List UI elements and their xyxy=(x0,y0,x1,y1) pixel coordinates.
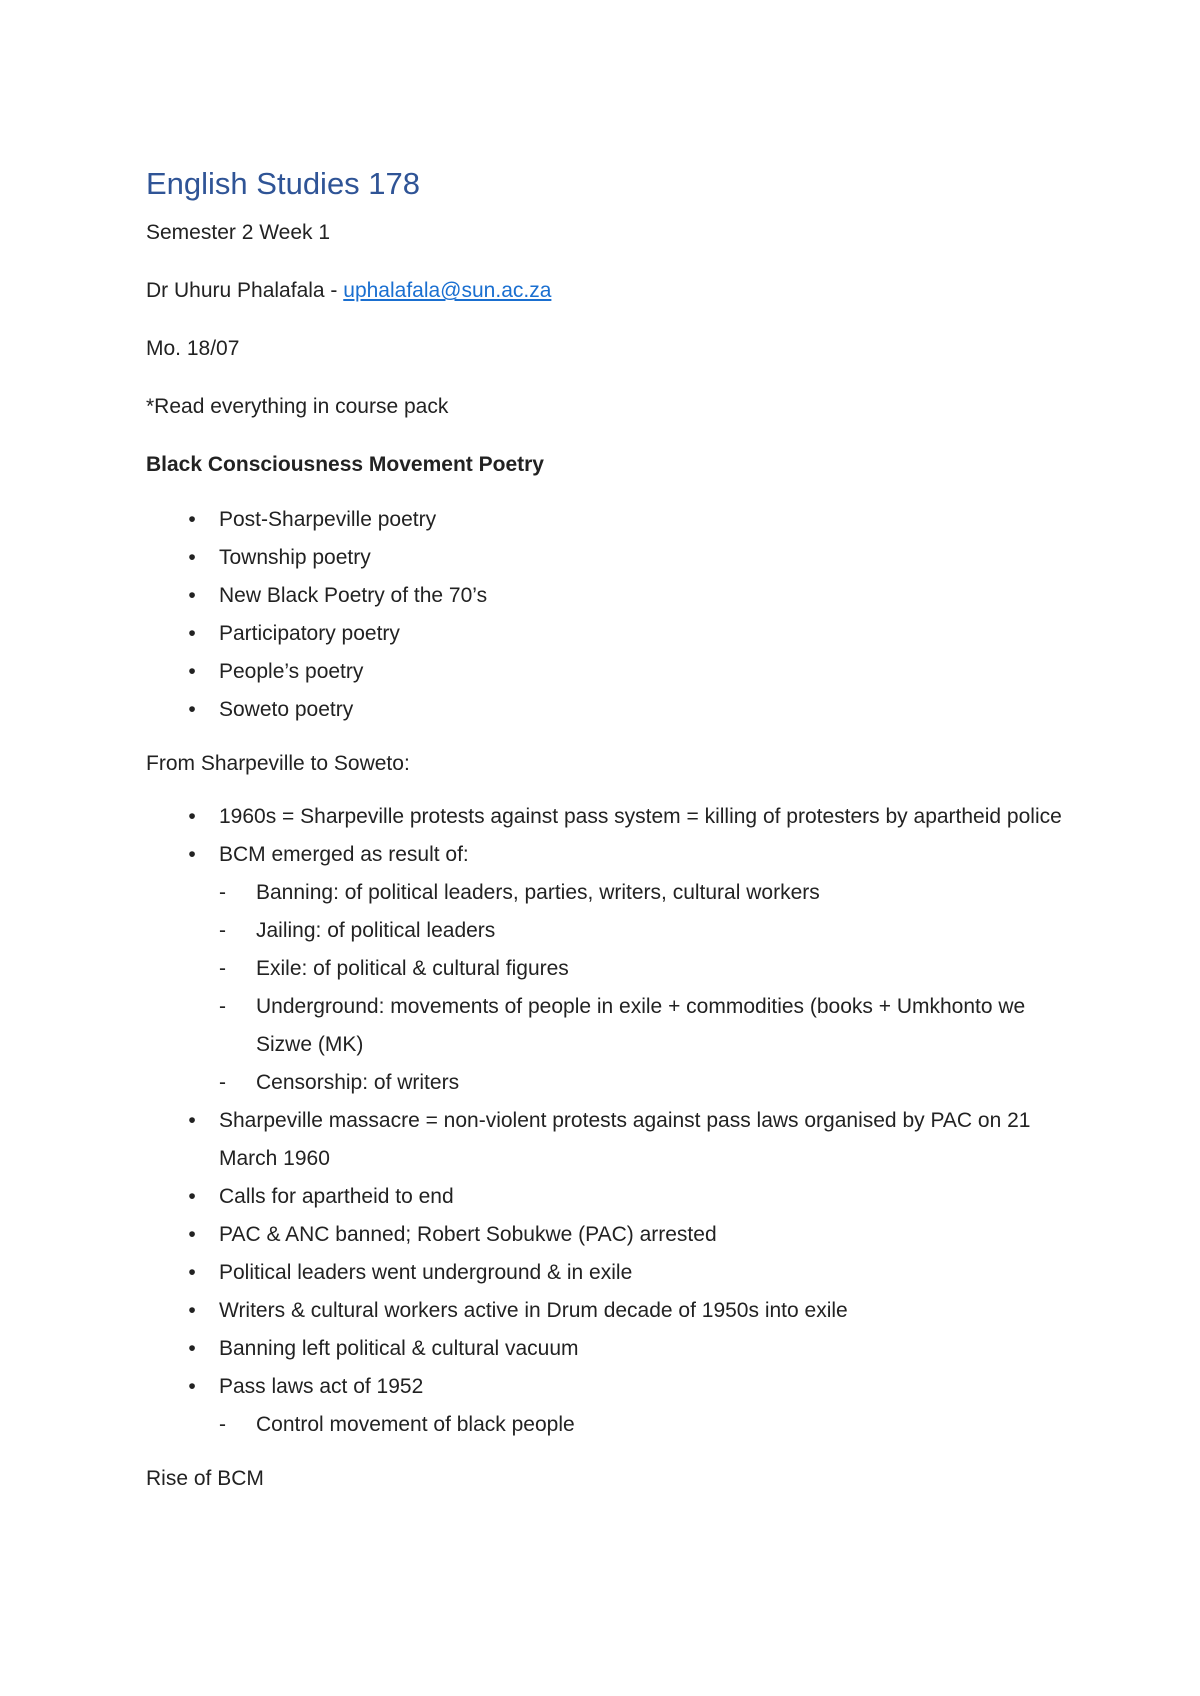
list-item: • Political leaders went underground & in exile xyxy=(146,1254,1066,1292)
bullet-icon: • xyxy=(188,805,196,829)
bullet-icon: • xyxy=(188,1261,196,1285)
email-link[interactable]: uphalafala@sun.ac.za xyxy=(343,279,552,303)
bullet-icon: • xyxy=(188,660,196,684)
list-item: • Banning left political & cultural vacuum xyxy=(146,1330,1066,1368)
closing-line: Rise of BCM xyxy=(146,1467,264,1491)
date-line: Mo. 18/07 xyxy=(146,337,240,361)
bullet-icon: • xyxy=(188,1185,196,1209)
sublist-item: - Exile: of political & cultural figures xyxy=(219,950,1066,988)
bullet-icon: • xyxy=(188,622,196,646)
list-item: • PAC & ANC banned; Robert Sobukwe (PAC) arrested xyxy=(146,1216,1066,1254)
dash-icon: - xyxy=(219,881,226,905)
list-item: • 1960s = Sharpeville protests against pass system = killing of protesters by apartheid police xyxy=(146,798,1066,836)
bullet-icon: • xyxy=(188,1375,196,1399)
pass-laws-sublist xyxy=(219,1406,1066,1444)
list-item: • Pass laws act of 1952 - Control movement of black people xyxy=(146,1368,1066,1444)
list-item: • Writers & cultural workers active in Drum decade of 1950s into exile xyxy=(146,1292,1066,1330)
bullet-icon: • xyxy=(188,1109,196,1133)
list-item: • Sharpeville massacre = non-violent protests against pass laws organised by PAC on 21 March 1960 xyxy=(146,1102,1066,1178)
list-item: • Township poetry xyxy=(146,539,1066,577)
document-page xyxy=(146,165,1066,1522)
sublist-item: - Underground: movements of people in exile + commodities (books + Umkhonto we Sizwe (MK) xyxy=(219,988,1066,1064)
lecturer-name: Dr Uhuru Phalafala - xyxy=(146,279,344,303)
sublist-item: - Control movement of black people xyxy=(219,1406,1066,1444)
list-item: • Participatory poetry xyxy=(146,615,1066,653)
lecturer-line xyxy=(146,276,1066,305)
sublist-item: - Banning: of political leaders, parties, writers, cultural workers xyxy=(219,874,1066,912)
dash-icon: - xyxy=(219,1071,226,1095)
dash-icon: - xyxy=(219,919,226,943)
sublist-item: - Jailing: of political leaders xyxy=(219,912,1066,950)
sharpeville-intro: From Sharpeville to Soweto: xyxy=(146,752,410,776)
reading-note: *Read everything in course pack xyxy=(146,395,449,419)
bullet-icon: • xyxy=(188,698,196,722)
list-item: • BCM emerged as result of: - Banning: of political leaders, parties, writers, cultural workers - Jailing: of political leaders - Exile: of political & cultural figures - Underground: movements of people in exile + commodities (books + Umkhonto we Sizwe (MK) - Censorship: of writers xyxy=(146,836,1066,1102)
dash-icon: - xyxy=(219,995,226,1019)
bullet-icon: • xyxy=(188,584,196,608)
section-heading: Black Consciousness Movement Poetry xyxy=(146,453,544,477)
sublist-item: - Censorship: of writers xyxy=(219,1064,1066,1102)
dash-icon: - xyxy=(219,957,226,981)
bullet-icon: • xyxy=(188,508,196,532)
list-item: • Soweto poetry xyxy=(146,691,1066,729)
bullet-icon: • xyxy=(188,1337,196,1361)
list-item: • Calls for apartheid to end xyxy=(146,1178,1066,1216)
history-points-list xyxy=(146,798,1066,1444)
poetry-terms-list xyxy=(146,501,1066,729)
list-item: • People’s poetry xyxy=(146,653,1066,691)
document-title: English Studies 178 xyxy=(146,166,421,201)
bullet-icon: • xyxy=(188,546,196,570)
dash-icon: - xyxy=(219,1413,226,1437)
bullet-icon: • xyxy=(188,843,196,867)
list-item: • New Black Poetry of the 70’s xyxy=(146,577,1066,615)
bullet-icon: • xyxy=(188,1299,196,1323)
bcm-causes-sublist xyxy=(219,874,1066,1102)
list-item: • Post-Sharpeville poetry xyxy=(146,501,1066,539)
semester-line: Semester 2 Week 1 xyxy=(146,221,331,245)
bullet-icon: • xyxy=(188,1223,196,1247)
